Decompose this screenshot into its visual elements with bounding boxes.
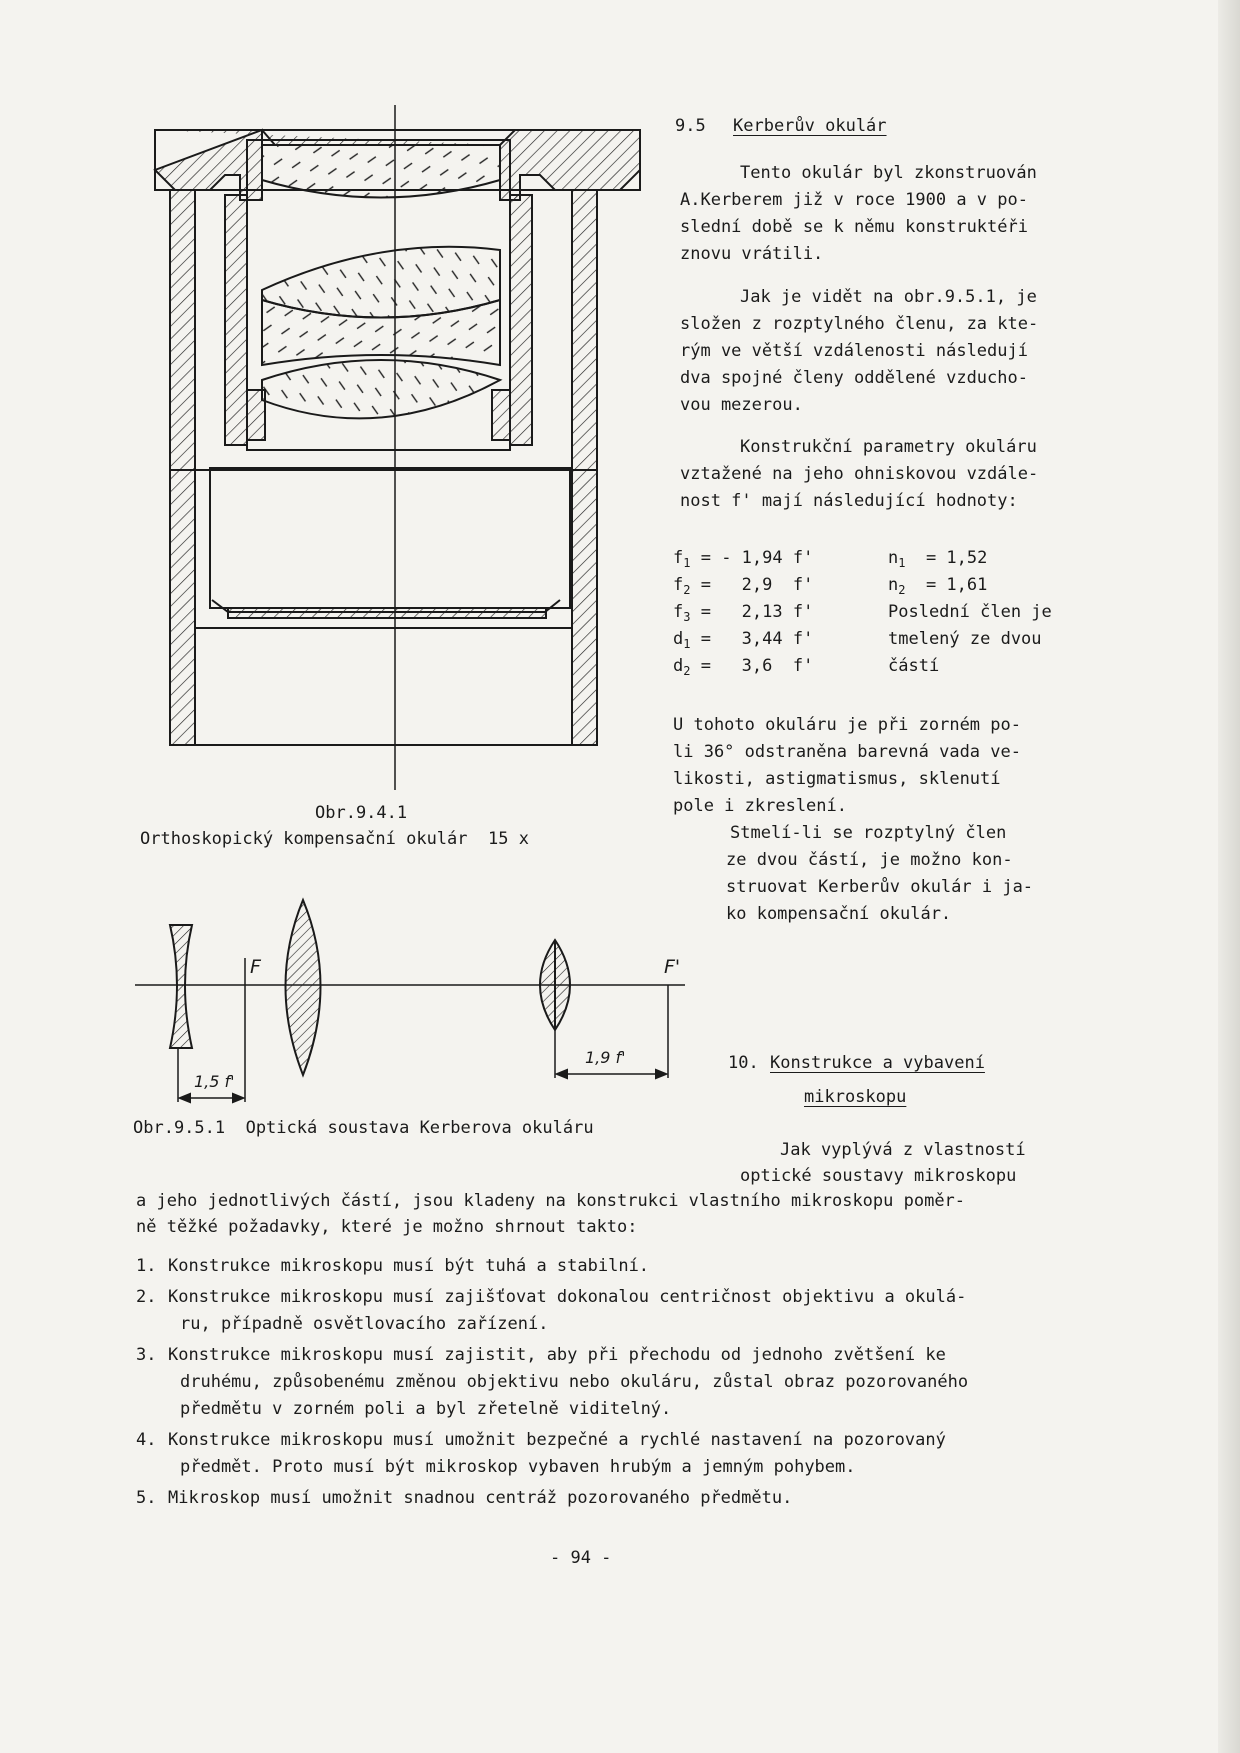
section-10-intro-line-3: a jeho jednotlivých částí, jsou kladeny na konstrukci vlastního mikroskopu poměr- (136, 1191, 966, 1211)
parameter-value: = 2,13 f' (690, 602, 814, 622)
parameter-row (673, 653, 813, 685)
parameter-symbol: Poslední člen je (888, 602, 1052, 622)
focal-point-label: F (250, 956, 261, 978)
text-line: vou mezerou. (680, 395, 803, 415)
list-item-text: druhému, způsobenému změnou objektivu nebo okuláru, zůstal obraz pozorovaného (180, 1372, 969, 1392)
parameter-subscript: 1 (683, 637, 691, 651)
text-line: struovat Kerberův okulár i ja- (726, 877, 1034, 897)
dimension-right-label: 1,9 f' (585, 1048, 626, 1067)
parameter-symbol: tmelený ze dvou (888, 629, 1042, 649)
parameters-left-column (673, 545, 863, 685)
parameter-value: = 1,61 (905, 575, 988, 595)
parameter-subscript: 1 (898, 556, 906, 570)
parameter-symbol: n (888, 575, 899, 595)
eyepiece-cross-section-figure (150, 100, 650, 800)
text-line: dva spojné členy oddělené vzducho- (680, 368, 1028, 388)
section-10-title-line-2: mikroskopu (804, 1087, 907, 1107)
parameter-value: = 1,52 (905, 548, 988, 568)
parameters-right-column (888, 545, 1088, 685)
text-line: ze dvou částí, je možno kon- (726, 850, 1013, 870)
parameter-subscript: 2 (683, 583, 691, 597)
section-10-title-line-1: Konstrukce a vybavení (770, 1053, 985, 1073)
section-10-number: 10. (728, 1053, 759, 1073)
section-95-title: Kerberův okulár (733, 116, 887, 136)
page-edge-shadow (1218, 0, 1240, 1753)
text-line: složen z rozptylného členu, za kte- (680, 314, 1039, 334)
parameter-value: = 3,44 f' (690, 629, 814, 649)
text-line: pole i zkreslení. (673, 796, 847, 816)
parameter-subscript: 2 (898, 583, 906, 597)
list-item-text: ru, případně osvětlovacího zařízení. (180, 1314, 549, 1334)
text-line: li 36° odstraněna barevná vada ve- (673, 742, 1021, 762)
parameter-row (888, 653, 939, 680)
list-item-number: 2. (136, 1287, 157, 1307)
parameter-symbol: f (673, 602, 684, 622)
parameter-symbol: d (673, 629, 684, 649)
parameter-value: = - 1,94 f' (690, 548, 814, 568)
list-item (136, 1284, 1076, 1338)
text-line: nost f' mají následující hodnoty: (680, 491, 1018, 511)
list-item-number: 3. (136, 1345, 157, 1365)
section-10-intro-line-1: Jak vyplývá z vlastností (780, 1140, 1026, 1160)
text-line: znovu vrátili. (680, 244, 824, 264)
text-line: vztažené na jeho ohniskovou vzdále- (680, 464, 1039, 484)
section-10-intro-line-4: ně těžké požadavky, které je možno shrnout takto: (136, 1217, 638, 1237)
focal-point-prime-label: F' (664, 956, 681, 978)
list-item-text: Konstrukce mikroskopu musí zajistit, aby při přechodu od jednoho zvětšení ke (168, 1345, 946, 1365)
list-item-text: Mikroskop musí umožnit snadnou centráž pozorovaného předmětu. (168, 1488, 793, 1508)
parameter-symbol: f (673, 575, 684, 595)
parameter-symbol: f (673, 548, 684, 568)
list-item-number: 1. (136, 1256, 157, 1276)
text-line: Tento okulár byl zkonstruován (740, 163, 1037, 183)
text-line: rým ve větší vzdálenosti následují (680, 341, 1028, 361)
parameter-symbol: n (888, 548, 899, 568)
text-line: slední době se k němu konstruktéři (680, 217, 1028, 237)
text-line: Konstrukční parametry okuláru (740, 437, 1037, 457)
parameter-subscript: 2 (683, 664, 691, 678)
section-10-intro-line-2: optické soustavy mikroskopu (740, 1166, 1017, 1186)
figure-951-caption: Obr.9.5.1 Optická soustava Kerberova okuláru (133, 1118, 594, 1138)
text-line: Stmelí-li se rozptylný člen (730, 823, 1007, 843)
dimension-left-label: 1,5 f' (194, 1072, 235, 1091)
text-line: likosti, astigmatismus, sklenutí (673, 769, 1001, 789)
list-item (136, 1342, 1076, 1423)
text-line: ko kompensační okulár. (726, 904, 952, 924)
section-95-number: 9.5 (675, 116, 706, 136)
list-item-text: Konstrukce mikroskopu musí být tuhá a stabilní. (168, 1256, 650, 1276)
parameter-row (888, 626, 1042, 653)
parameter-symbol: částí (888, 656, 940, 676)
list-item (136, 1485, 1076, 1512)
list-item-text: předmět. Proto musí být mikroskop vybaven hrubým a jemným pohybem. (180, 1457, 856, 1477)
list-item-text: Konstrukce mikroskopu musí zajišťovat dokonalou centričnost objektivu a okulá- (168, 1287, 967, 1307)
list-item-number: 4. (136, 1430, 157, 1450)
parameter-row (888, 599, 1052, 626)
parameter-value: = 2,9 f' (690, 575, 814, 595)
figure-941-caption: Orthoskopický kompensační okulár 15 x (140, 829, 529, 849)
figure-941-number: Obr.9.4.1 (315, 803, 408, 823)
list-item (136, 1253, 1076, 1280)
parameter-symbol: d (673, 656, 684, 676)
parameter-subscript: 3 (683, 610, 691, 624)
parameter-subscript: 1 (683, 556, 691, 570)
list-item (136, 1427, 1076, 1481)
list-item-text: Konstrukce mikroskopu musí umožnit bezpečné a rychlé nastavení na pozorovaný (168, 1430, 946, 1450)
text-line: A.Kerberem již v roce 1900 a v po- (680, 190, 1028, 210)
text-line: U tohoto okuláru je při zorném po- (673, 715, 1021, 735)
list-item-text: předmětu v zorném poli a byl zřetelně viditelný. (180, 1399, 672, 1419)
list-item-number: 5. (136, 1488, 157, 1508)
parameter-value: = 3,6 f' (690, 656, 814, 676)
text-line: Jak je vidět na obr.9.5.1, je (740, 287, 1037, 307)
page-number: - 94 - (550, 1548, 612, 1568)
